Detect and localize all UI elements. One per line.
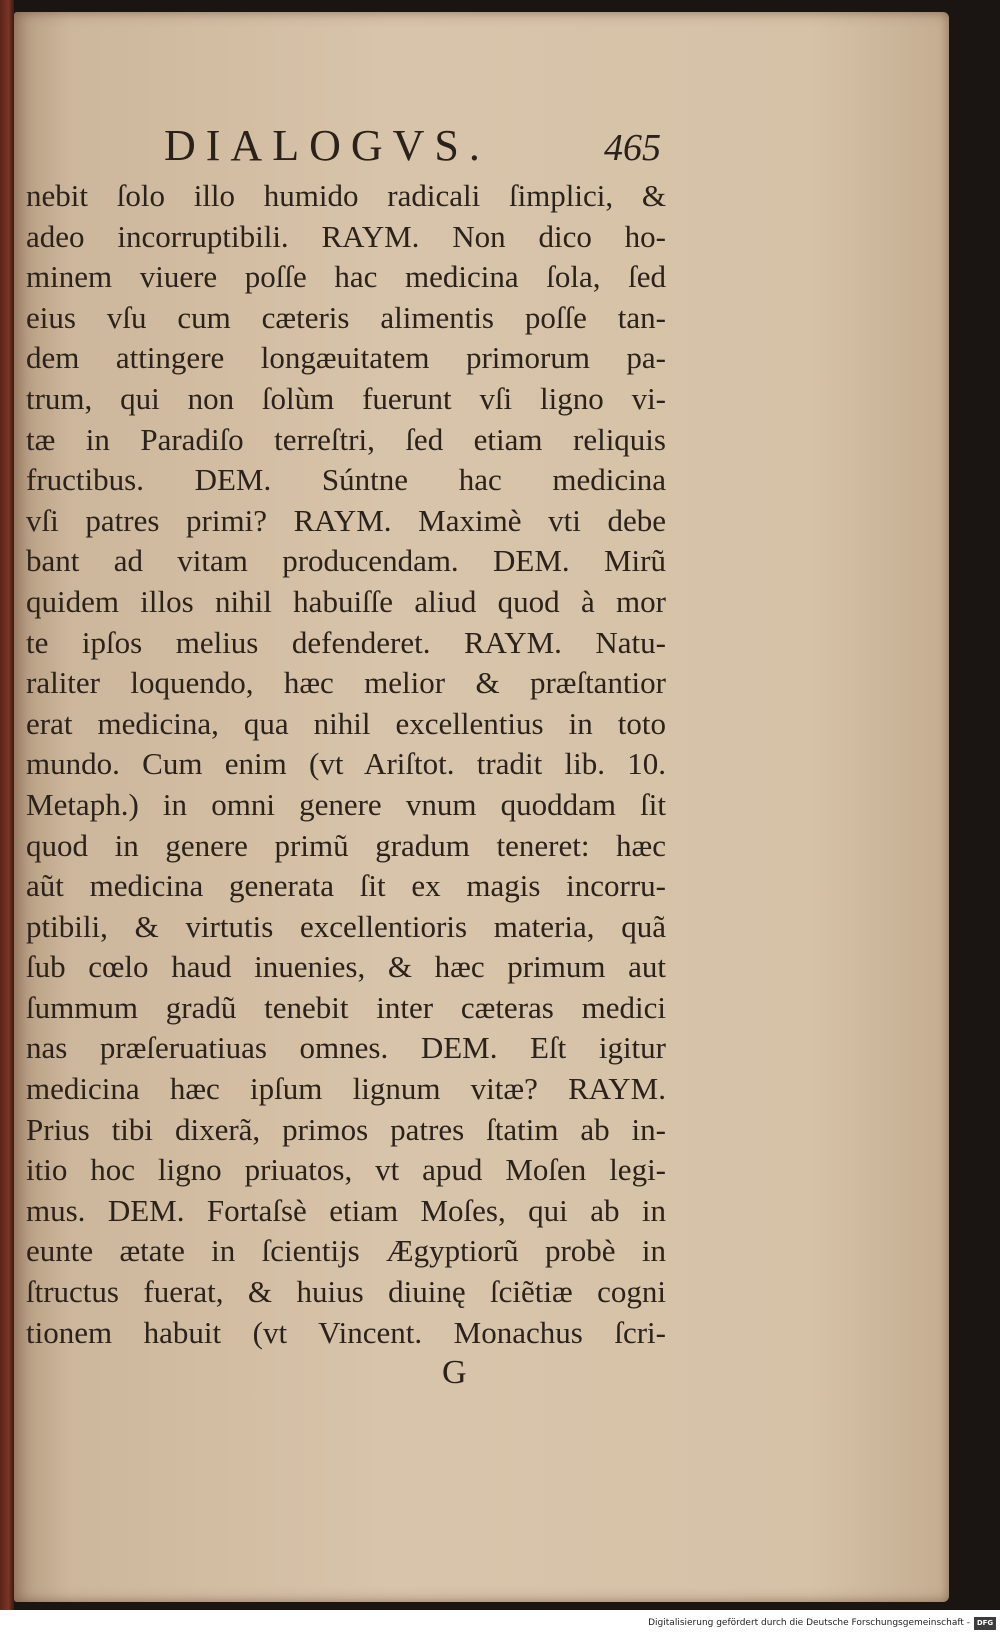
text-line: ſtructus fuerat, & huius diuinę ſciẽtiæ cogni (26, 1274, 666, 1310)
text-line: fructibus. DEM. Súntne hac medicina (26, 462, 666, 498)
text-line: tæ in Paradiſo terreſtri, ſed etiam reliquis (26, 421, 666, 457)
page-header (14, 120, 949, 170)
text-line: medicina hæc ipſum lignum vitæ? RAYM. (26, 1071, 666, 1107)
text-line: vſi patres primi? RAYM. Maximè vti debe (26, 502, 666, 538)
text-line: Metaph.) in omni genere vnum quoddam ſit (26, 786, 666, 822)
book-cover-edge (0, 0, 14, 1610)
text-line: eunte ætate in ſcientijs Ægyptiorũ probè in (26, 1233, 666, 1269)
text-line: dem attingere longæuitatem primorum pa- (26, 340, 666, 376)
text-line: mus. DEM. Fortaſsè etiam Moſes, qui ab in (26, 1192, 666, 1228)
book-page (14, 12, 949, 1602)
page-number: 465 (604, 127, 661, 169)
text-line: trum, qui non ſolùm fuerunt vſi ligno vi- (26, 380, 666, 416)
text-line: bant ad vitam producendam. DEM. Mirũ (26, 543, 666, 579)
text-line: minem viuere poſſe hac medicina ſola, ſed (26, 259, 666, 295)
text-line: quidem illos nihil habuiſſe aliud quod à mor (26, 583, 666, 619)
text-line: ſub cœlo haud inuenies, & hæc primum aut (26, 949, 666, 985)
text-line: Prius tibi dixerã, primos patres ſtatim ab in- (26, 1111, 666, 1147)
text-line: eius vſu cum cæteris alimentis poſſe tan- (26, 299, 666, 335)
text-line: te ipſos melius defenderet. RAYM. Natu- (26, 624, 666, 660)
text-line: aũt medicina generata ſit ex magis incorru- (26, 868, 666, 904)
text-block (26, 176, 666, 1353)
footer-bar (0, 1610, 1000, 1639)
text-line: erat medicina, qua nihil excellentius in toto (26, 705, 666, 741)
text-line: mundo. Cum enim (vt Ariſtot. tradit lib. 10. (26, 746, 666, 782)
signature-mark: G (442, 1354, 467, 1391)
text-line: ſummum gradũ tenebit inter cæteras medici (26, 989, 666, 1025)
text-line: adeo incorruptibili. RAYM. Non dico ho- (26, 218, 666, 254)
text-line: ptibili, & virtutis excellentioris materia, quã (26, 908, 666, 944)
text-line: tionem habuit (vt Vincent. Monachus ſcri- (26, 1314, 666, 1350)
text-line: raliter loquendo, hæc melior & præſtantior (26, 665, 666, 701)
text-line: itio hoc ligno priuatos, vt apud Moſen legi- (26, 1152, 666, 1188)
footer-credit: Digitalisierung gefördert durch die Deutsche Forschungsgemeinschaft - (648, 1618, 970, 1628)
text-line: nas præſeruatiuas omnes. DEM. Eſt igitur (26, 1030, 666, 1066)
dfg-logo-icon: DFG (974, 1617, 996, 1630)
text-line: nebit ſolo illo humido radicali ſimplici, & (26, 178, 666, 213)
text-line: quod in genere primũ gradum teneret: hæc (26, 827, 666, 863)
running-title: DIALOGVS. (164, 121, 490, 170)
